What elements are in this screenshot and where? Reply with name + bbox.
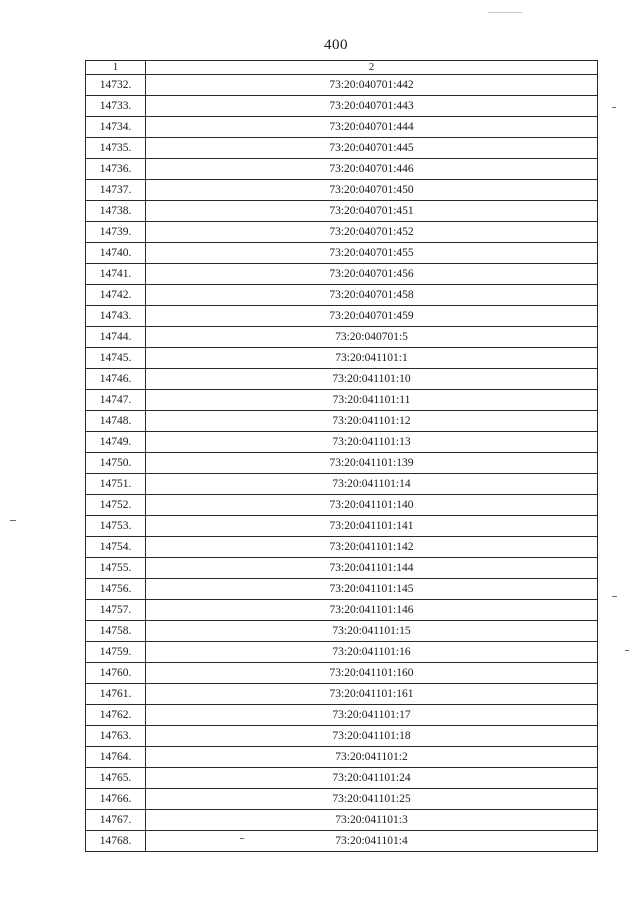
row-number-cell: 14756. bbox=[86, 579, 146, 600]
cadastral-number-cell: 73:20:041101:160 bbox=[146, 663, 598, 684]
table-row bbox=[86, 747, 598, 768]
cadastral-number-cell: 73:20:041101:13 bbox=[146, 432, 598, 453]
table-row bbox=[86, 264, 598, 285]
cadastral-number-cell: 73:20:041101:146 bbox=[146, 600, 598, 621]
row-number-cell: 14751. bbox=[86, 474, 146, 495]
row-number-cell: 14754. bbox=[86, 537, 146, 558]
cadastral-number-cell: 73:20:041101:1 bbox=[146, 348, 598, 369]
cadastral-number-cell: 73:20:041101:142 bbox=[146, 537, 598, 558]
table-row bbox=[86, 831, 598, 852]
table-row bbox=[86, 537, 598, 558]
cadastral-number-cell: 73:20:041101:11 bbox=[146, 390, 598, 411]
cadastral-number-cell: 73:20:041101:14 bbox=[146, 474, 598, 495]
row-number-cell: 14764. bbox=[86, 747, 146, 768]
table-row bbox=[86, 138, 598, 159]
cadastral-number-cell: 73:20:040701:445 bbox=[146, 138, 598, 159]
row-number-cell: 14762. bbox=[86, 705, 146, 726]
cadastral-number-cell: 73:20:040701:446 bbox=[146, 159, 598, 180]
row-number-cell: 14759. bbox=[86, 642, 146, 663]
table-row bbox=[86, 558, 598, 579]
table-row bbox=[86, 684, 598, 705]
cadastral-number-cell: 73:20:041101:10 bbox=[146, 369, 598, 390]
table-row bbox=[86, 306, 598, 327]
row-number-cell: 14755. bbox=[86, 558, 146, 579]
cadastral-number-cell: 73:20:040701:444 bbox=[146, 117, 598, 138]
row-number-cell: 14765. bbox=[86, 768, 146, 789]
scan-speck bbox=[488, 12, 522, 13]
table-row bbox=[86, 726, 598, 747]
cadastral-number-cell: 73:20:041101:140 bbox=[146, 495, 598, 516]
row-number-cell: 14741. bbox=[86, 264, 146, 285]
row-number-cell: 14740. bbox=[86, 243, 146, 264]
cadastral-number-cell: 73:20:040701:443 bbox=[146, 96, 598, 117]
cadastral-number-cell: 73:20:040701:442 bbox=[146, 75, 598, 96]
row-number-cell: 14743. bbox=[86, 306, 146, 327]
table-row bbox=[86, 159, 598, 180]
cadastral-number-cell: 73:20:040701:450 bbox=[146, 180, 598, 201]
row-number-cell: 14768. bbox=[86, 831, 146, 852]
cadastral-number-cell: 73:20:041101:4 bbox=[146, 831, 598, 852]
row-number-cell: 14761. bbox=[86, 684, 146, 705]
cadastral-number-cell: 73:20:041101:17 bbox=[146, 705, 598, 726]
row-number-cell: 14733. bbox=[86, 96, 146, 117]
table-row bbox=[86, 621, 598, 642]
cadastral-number-cell: 73:20:041101:18 bbox=[146, 726, 598, 747]
cadastral-number-cell: 73:20:041101:24 bbox=[146, 768, 598, 789]
table-row bbox=[86, 516, 598, 537]
column-header-cadastral-number: 2 bbox=[146, 61, 598, 75]
row-number-cell: 14766. bbox=[86, 789, 146, 810]
table-row bbox=[86, 348, 598, 369]
row-number-cell: 14747. bbox=[86, 390, 146, 411]
table-row bbox=[86, 369, 598, 390]
row-number-cell: 14750. bbox=[86, 453, 146, 474]
cadastral-number-cell: 73:20:040701:456 bbox=[146, 264, 598, 285]
row-number-cell: 14757. bbox=[86, 600, 146, 621]
cadastral-number-cell: 73:20:041101:141 bbox=[146, 516, 598, 537]
row-number-cell: 14738. bbox=[86, 201, 146, 222]
scan-speck bbox=[612, 596, 617, 597]
row-number-cell: 14739. bbox=[86, 222, 146, 243]
table-row bbox=[86, 810, 598, 831]
row-number-cell: 14753. bbox=[86, 516, 146, 537]
table-row bbox=[86, 201, 598, 222]
row-number-cell: 14763. bbox=[86, 726, 146, 747]
scan-speck bbox=[240, 838, 244, 839]
cadastral-number-cell: 73:20:040701:452 bbox=[146, 222, 598, 243]
cadastral-number-cell: 73:20:040701:455 bbox=[146, 243, 598, 264]
cadastral-number-cell: 73:20:041101:25 bbox=[146, 789, 598, 810]
table-row bbox=[86, 117, 598, 138]
table-row bbox=[86, 579, 598, 600]
scan-speck bbox=[10, 520, 16, 521]
table-row bbox=[86, 768, 598, 789]
cadastral-number-cell: 73:20:040701:459 bbox=[146, 306, 598, 327]
table-row bbox=[86, 285, 598, 306]
row-number-cell: 14737. bbox=[86, 180, 146, 201]
row-number-cell: 14732. bbox=[86, 75, 146, 96]
table-row bbox=[86, 96, 598, 117]
table-row bbox=[86, 453, 598, 474]
row-number-cell: 14742. bbox=[86, 285, 146, 306]
table-header-row bbox=[86, 61, 598, 75]
row-number-cell: 14767. bbox=[86, 810, 146, 831]
cadastral-number-cell: 73:20:041101:144 bbox=[146, 558, 598, 579]
row-number-cell: 14749. bbox=[86, 432, 146, 453]
column-header-number: 1 bbox=[86, 61, 146, 75]
table-row bbox=[86, 411, 598, 432]
table-row bbox=[86, 180, 598, 201]
scan-speck bbox=[625, 650, 629, 651]
row-number-cell: 14760. bbox=[86, 663, 146, 684]
cadastral-number-cell: 73:20:041101:3 bbox=[146, 810, 598, 831]
row-number-cell: 14744. bbox=[86, 327, 146, 348]
table-row bbox=[86, 390, 598, 411]
row-number-cell: 14752. bbox=[86, 495, 146, 516]
cadastral-number-cell: 73:20:041101:139 bbox=[146, 453, 598, 474]
cadastral-number-cell: 73:20:040701:458 bbox=[146, 285, 598, 306]
row-number-cell: 14736. bbox=[86, 159, 146, 180]
registry-table-body bbox=[86, 61, 598, 852]
row-number-cell: 14745. bbox=[86, 348, 146, 369]
table-row bbox=[86, 222, 598, 243]
table-row bbox=[86, 495, 598, 516]
cadastral-number-cell: 73:20:041101:145 bbox=[146, 579, 598, 600]
row-number-cell: 14734. bbox=[86, 117, 146, 138]
cadastral-number-cell: 73:20:040701:451 bbox=[146, 201, 598, 222]
table-row bbox=[86, 432, 598, 453]
registry-table bbox=[85, 60, 598, 852]
table-row bbox=[86, 789, 598, 810]
row-number-cell: 14735. bbox=[86, 138, 146, 159]
cadastral-number-cell: 73:20:041101:16 bbox=[146, 642, 598, 663]
row-number-cell: 14746. bbox=[86, 369, 146, 390]
scan-speck bbox=[612, 107, 616, 108]
table-row bbox=[86, 75, 598, 96]
table-row bbox=[86, 327, 598, 348]
table-row bbox=[86, 243, 598, 264]
cadastral-number-cell: 73:20:040701:5 bbox=[146, 327, 598, 348]
table-row bbox=[86, 600, 598, 621]
row-number-cell: 14748. bbox=[86, 411, 146, 432]
table-row bbox=[86, 474, 598, 495]
cadastral-number-cell: 73:20:041101:2 bbox=[146, 747, 598, 768]
table-row bbox=[86, 705, 598, 726]
table-row bbox=[86, 642, 598, 663]
cadastral-number-cell: 73:20:041101:12 bbox=[146, 411, 598, 432]
page-number: 400 bbox=[324, 37, 348, 53]
table-row bbox=[86, 663, 598, 684]
cadastral-number-cell: 73:20:041101:161 bbox=[146, 684, 598, 705]
row-number-cell: 14758. bbox=[86, 621, 146, 642]
cadastral-number-cell: 73:20:041101:15 bbox=[146, 621, 598, 642]
